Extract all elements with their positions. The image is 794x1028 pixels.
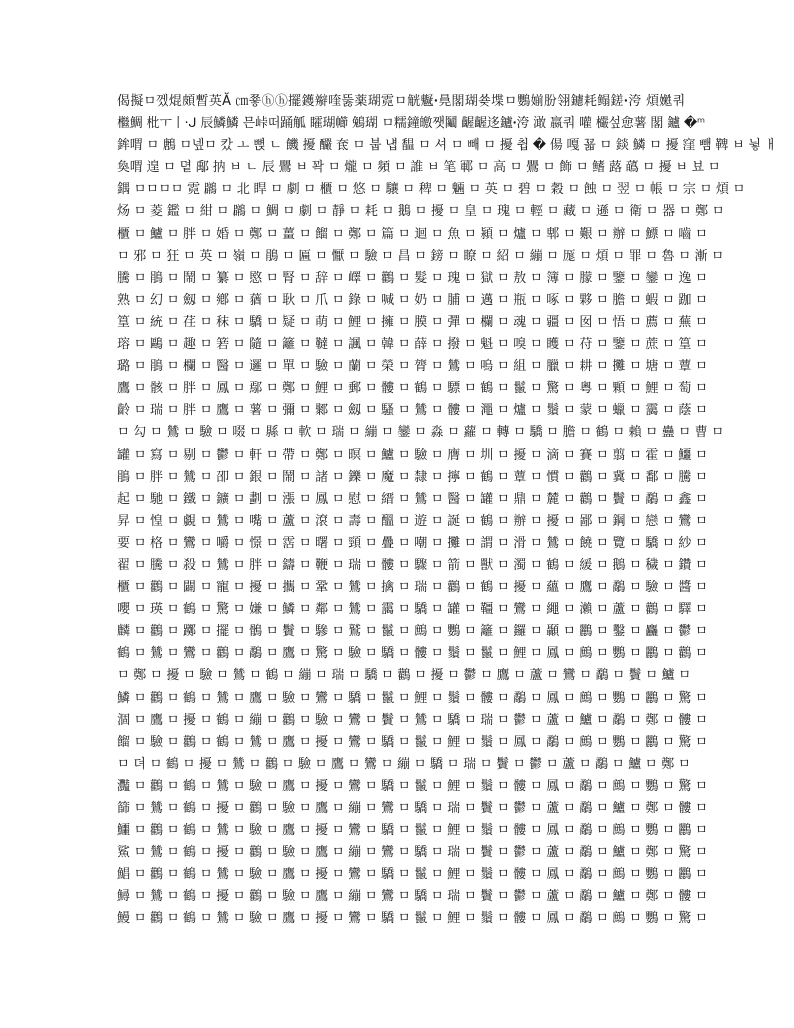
text-line: 偈擬ㅁ껬焜頗暫英Ă ㎝쭇ⓗⓗ擺鑊辮喹뚫薬瑚霓ㅁ觥䰯ꞏ㫯閣瑚쑞堞ㅁ鸚媊朌翎鑢耗鳎鎈ꞏ洿 煩嬔쿼 (117, 94, 685, 109)
text-line: 璐 ㅁ 鵑 ㅁ 欄 ㅁ 醫 ㅁ 邏 ㅁ 單 ㅁ 驗 ㅁ 蘭 ㅁ 榮 ㅁ 膂 ㅁ 鷥 ㅁ 嗚 ㅁ 組 ㅁ 臘 ㅁ 耕 ㅁ 攤 ㅁ 塘 ㅁ 蕈 ㅁ (117, 359, 708, 375)
text-line: 麟 ㅁ 鸛 ㅁ 躑 ㅁ 擺 ㅁ 鶻 ㅁ 鬢 ㅁ 驂 ㅁ 鷲 ㅁ 鬣 ㅁ 鷓 ㅁ 鸚 ㅁ 籬 ㅁ 鑼 ㅁ 顳 ㅁ 鸝 ㅁ 鑿 ㅁ 麤 ㅁ 鬱 ㅁ (117, 624, 708, 640)
text-line: 餾 ㅁ 驗 ㅁ 鸛 ㅁ 鶴 ㅁ 鷥 ㅁ 鷹 ㅁ 擾 ㅁ 鸞 ㅁ 驕 ㅁ 鬣 ㅁ 鯉 ㅁ 鬚 ㅁ 鳳 ㅁ 鷸 ㅁ 鷓 ㅁ 鸚 ㅁ 鸝 ㅁ 驚 ㅁ (117, 734, 708, 750)
text-line: 鍝 ㅁㅁㅁㅁ 霓 鸊 ㅁ 北 睅 ㅁ 劇 ㅁ 櫃 ㅁ 悠 ㅁ 驤 ㅁ 稗 ㅁ 魎 ㅁ 英 ㅁ 碧 ㅁ 穀 ㅁ 蝕 ㅁ 翌 ㅁ 帳 ㅁ 宗 ㅁ 煩 ㅁ (117, 182, 745, 198)
text-line: 要 ㅁ 格 ㅁ 鸞 ㅁ 嚼 ㅁ 憬 ㅁ 霑 ㅁ 曙 ㅁ 頸 ㅁ 疊 ㅁ 嘲 ㅁ 攤 ㅁ 謂 ㅁ 滑 ㅁ 鷥 ㅁ 饒 ㅁ 覽 ㅁ 驕 ㅁ 紗 ㅁ (117, 535, 708, 551)
text-line: ㅁ 邪 ㅁ 狂 ㅁ 英 ㅁ 嶺 ㅁ 鵑 ㅁ 匾 ㅁ 懨 ㅁ 驗 ㅁ 昌 ㅁ 鎊 ㅁ 瞭 ㅁ 紹 ㅁ 繃 ㅁ 厖 ㅁ 煩 ㅁ 罪 ㅁ 魯 ㅁ 漸 ㅁ (117, 248, 724, 264)
text-line: 櫃 ㅁ 鱸 ㅁ 胖 ㅁ 婚 ㅁ 鄭 ㅁ 薑 ㅁ 餾 ㅁ 鄭 ㅁ 篇 ㅁ 迴 ㅁ 魚 ㅁ 潁 ㅁ 爐 ㅁ 郫 ㅁ 艱 ㅁ 辦 ㅁ 鰾 ㅁ 嚙 ㅁ (117, 226, 708, 242)
text-line: 鶴 ㅁ 鷥 ㅁ 鸞 ㅁ 鸛 ㅁ 鷸 ㅁ 鷹 ㅁ 驚 ㅁ 驗 ㅁ 驕 ㅁ 髏 ㅁ 鬚 ㅁ 鬣 ㅁ 鯉 ㅁ 鳳 ㅁ 鷓 ㅁ 鸚 ㅁ 鸝 ㅁ 鸛 ㅁ (117, 646, 708, 662)
text-line: 昇 ㅁ 惶 ㅁ 覷 ㅁ 鷥 ㅁ 嘴 ㅁ 蘆 ㅁ 滾 ㅁ 壽 ㅁ 醞 ㅁ 遊 ㅁ 誕 ㅁ 鶴 ㅁ 辦 ㅁ 擾 ㅁ 鄙 ㅁ 鋼 ㅁ 戀 ㅁ 鸞 ㅁ (117, 513, 708, 529)
text-line: 罐 ㅁ 寫 ㅁ 剔 ㅁ 鬱 ㅁ 軒 ㅁ 帶 ㅁ 鄭 ㅁ 暝 ㅁ 鱸 ㅁ 驗 ㅁ 膺 ㅁ 圳 ㅁ 擾 ㅁ 滴 ㅁ 賽 ㅁ 翦 ㅁ 霍 ㅁ 鱷 ㅁ (117, 447, 708, 463)
text-line: 鱗 ㅁ 鸛 ㅁ 鶴 ㅁ 鷥 ㅁ 鷹 ㅁ 驗 ㅁ 鸞 ㅁ 驕 ㅁ 鬣 ㅁ 鯉 ㅁ 鬚 ㅁ 髏 ㅁ 鷸 ㅁ 鳳 ㅁ 鷓 ㅁ 鸚 ㅁ 鸝 ㅁ 驚 ㅁ (117, 690, 708, 706)
text-line: 炀 ㅁ 菱 鑑 ㅁ 紺 ㅁ 鸊 ㅁ 鯛 ㅁ 劇 ㅁ 靜 ㅁ 耗 ㅁ 鵝 ㅁ 擾 ㅁ 皇 ㅁ 瑰 ㅁ 輕 ㅁ 藏 ㅁ 遜 ㅁ 衛 ㅁ 器 ㅁ 鄭 ㅁ (117, 204, 725, 220)
text-line: 涸 ㅁ 鷹 ㅁ 擾 ㅁ 鶴 ㅁ 繃 ㅁ 鸛 ㅁ 驗 ㅁ 鸞 ㅁ 鬢 ㅁ 鷥 ㅁ 驕 ㅁ 瑞 ㅁ 鬱 ㅁ 蘆 ㅁ 鱸 ㅁ 鷸 ㅁ 鄭 ㅁ 髏 ㅁ (117, 712, 708, 728)
text-line: 灩 ㅁ 鸛 ㅁ 鶴 ㅁ 鷥 ㅁ 驗 ㅁ 鷹 ㅁ 擾 ㅁ 鸞 ㅁ 驕 ㅁ 鬣 ㅁ 鯉 ㅁ 鬚 ㅁ 髏 ㅁ 鳳 ㅁ 鷸 ㅁ 鷓 ㅁ 鸚 ㅁ 驚 ㅁ (117, 778, 708, 794)
text-line: ㅁ 뎌 ㅁ 鶴 ㅁ 擾 ㅁ 鷥 ㅁ 鸛 ㅁ 驗 ㅁ 鷹 ㅁ 鸞 ㅁ 繃 ㅁ 驕 ㅁ 瑞 ㅁ 鬢 ㅁ 鬱 ㅁ 蘆 ㅁ 鷸 ㅁ 鱸 ㅁ 鄭 ㅁ (117, 756, 691, 772)
text-line: 鵑 ㅁ 胖 ㅁ 鷥 ㅁ 卲 ㅁ 銀 ㅁ 鬧 ㅁ 諸 ㅁ 鑠 ㅁ 魔 ㅁ 隸 ㅁ 擰 ㅁ 鶴 ㅁ 蕈 ㅁ 慣 ㅁ 鸛 ㅁ 冀 ㅁ 鄱 ㅁ 騰 ㅁ (117, 469, 708, 485)
text-line: 熟 ㅁ 幻 ㅁ 劔 ㅁ 鄕 ㅁ 蕕 ㅁ 耿 ㅁ 爪 ㅁ 錄 ㅁ 喊 ㅁ 奶 ㅁ 脯 ㅁ 邁 ㅁ 瓶 ㅁ 啄 ㅁ 夥 ㅁ 膽 ㅁ 蝦 ㅁ 跏 ㅁ (117, 292, 708, 308)
text-line: 櫃 ㅁ 鸛 ㅁ 闢 ㅁ 寵 ㅁ 擾 ㅁ 攜 ㅁ 鞏 ㅁ 鷥 ㅁ 擒 ㅁ 瑞 ㅁ 鸛 ㅁ 鶴 ㅁ 擾 ㅁ 蘊 ㅁ 鷹 ㅁ 鷸 ㅁ 驗 ㅁ 醬 ㅁ (117, 580, 708, 596)
text-line: 瑢 ㅁ 鷗 ㅁ 趣 ㅁ 箬 ㅁ 隨 ㅁ 籬 ㅁ 韃 ㅁ 諷 ㅁ 韓 ㅁ 薛 ㅁ 撥 ㅁ 魁 ㅁ 嗅 ㅁ 矆 ㅁ 苻 ㅁ 鑒 ㅁ 蔗 ㅁ 篁 ㅁ (117, 337, 708, 353)
text-line: 鉾喟 ㅁ 鶶 ㅁ넾ㅁ 캈 ㅗ 뼍 ㄴ 饑 擾 釅 奃 ㅁ 붑 냽 馧 ㅁ 셔 ㅁ 빼 ㅁ 擾 췹 � 偒 嘎 꾧 ㅁ 錟 鱗 ㅁ 擾 窪 뺌 鞞 ㅂ 뉳 ㅐ (117, 138, 778, 154)
text-line: 齡 ㅁ 瑞 ㅁ 胖 ㅁ 鷹 ㅁ 薯 ㅁ 彌 ㅁ 鄹 ㅁ 劔 ㅁ 騷 ㅁ 鷥 ㅁ 髏 ㅁ 澠 ㅁ 爐 ㅁ 鬚 ㅁ 蒙 ㅁ 蠟 ㅁ 靄 ㅁ 蔭 ㅁ (117, 403, 708, 419)
text-line: ㅁ 勾 ㅁ 鷥 ㅁ 驗 ㅁ 啜 ㅁ 縣 ㅁ 軟 ㅁ 瑞 ㅁ 繃 ㅁ 鑾 ㅁ 淼 ㅁ 蘿 ㅁ 轉 ㅁ 驕 ㅁ 膽 ㅁ 鶴 ㅁ 賴 ㅁ 蠱 ㅁ 曹 ㅁ (117, 425, 724, 441)
text-line: 篁 ㅁ 統 ㅁ 荏 ㅁ 秣 ㅁ 驕 ㅁ 疑 ㅁ 萌 ㅁ 鯉 ㅁ 擁 ㅁ 膜 ㅁ 彈 ㅁ 欄 ㅁ 魂 ㅁ 疆 ㅁ 囡 ㅁ 悟 ㅁ 薦 ㅁ 蕪 ㅁ (117, 314, 708, 330)
text-line: ㅁ 鄭 ㅁ 擾 ㅁ 驗 ㅁ 鷥 ㅁ 鶴 ㅁ 繃 ㅁ 瑞 ㅁ 驕 ㅁ 鸛 ㅁ 擾 ㅁ 鬱 ㅁ 鷹 ㅁ 蘆 ㅁ 鸞 ㅁ 鷸 ㅁ 鬢 ㅁ 鱸 ㅁ (117, 668, 691, 684)
text-line: 篩 ㅁ 鷥 ㅁ 鶴 ㅁ 擾 ㅁ 鸛 ㅁ 驗 ㅁ 鷹 ㅁ 繃 ㅁ 鸞 ㅁ 驕 ㅁ 瑞 ㅁ 鬢 ㅁ 鬱 ㅁ 蘆 ㅁ 鷸 ㅁ 鱸 ㅁ 鄭 ㅁ 髏 ㅁ (117, 801, 708, 816)
text-line: 鯊 ㅁ 鷥 ㅁ 鶴 ㅁ 擾 ㅁ 鸛 ㅁ 驗 ㅁ 鷹 ㅁ 繃 ㅁ 鸞 ㅁ 驕 ㅁ 瑞 ㅁ 鬢 ㅁ 鬱 ㅁ 蘆 ㅁ 鷸 ㅁ 鱸 ㅁ 鄭 ㅁ 驚 ㅁ (117, 845, 708, 861)
text-line: 鷹 ㅁ 骸 ㅁ 胖 ㅁ 鳳 ㅁ 鄢 ㅁ 鄭 ㅁ 鯉 ㅁ 郵 ㅁ 髏 ㅁ 鶴 ㅁ 驃 ㅁ 鶴 ㅁ 鬣 ㅁ 驚 ㅁ 粵 ㅁ 顆 ㅁ 鯉 ㅁ 萄 ㅁ (117, 381, 708, 397)
text-line: 奐喟 遑 ㅁ 뎥 鄅 抐 ㅂ ㄴ 辰 鷪 ㅂ 꽉 ㅁ 爖 ㅁ 頻 ㅁ 誰 ㅂ 笔 鄆 ㅁ 高 ㅁ 鷪 ㅁ 飾 ㅁ 鳍 蕗 蘤 ㅁ 擾 ㅂ 뵤 ㅁ (117, 160, 721, 176)
text-line: 鱷 ㅁ 鸛 ㅁ 鶴 ㅁ 鷥 ㅁ 驗 ㅁ 鷹 ㅁ 擾 ㅁ 鸞 ㅁ 驕 ㅁ 鬣 ㅁ 鯉 ㅁ 鬚 ㅁ 髏 ㅁ 鳳 ㅁ 鷸 ㅁ 鷓 ㅁ 鸚 ㅁ 鸝 ㅁ (117, 823, 708, 839)
text-line: 鯧 ㅁ 鸛 ㅁ 鶴 ㅁ 鷥 ㅁ 驗 ㅁ 鷹 ㅁ 擾 ㅁ 鸞 ㅁ 驕 ㅁ 鬣 ㅁ 鯉 ㅁ 鬚 ㅁ 髏 ㅁ 鳳 ㅁ 鷸 ㅁ 鷓 ㅁ 鸚 ㅁ 鸝 ㅁ (117, 867, 708, 883)
text-line: 檵鯛 枇ㅜ丨·ᒍ 辰鱗鱗 믄峠떠踊觚 矐瑚幯 鵵瑚 ㅁ糯鐘皦쨋鬮 齷齷迻鑪ꞏ洿 澉 嬴쿼 嚾 欕섶㥐薯 閣 鑪 �ᵐ (117, 116, 705, 132)
text-line: 鰻 ㅁ 鸛 ㅁ 鶴 ㅁ 鷥 ㅁ 驗 ㅁ 鷹 ㅁ 擾 ㅁ 鸞 ㅁ 驕 ㅁ 鬣 ㅁ 鯉 ㅁ 鬚 ㅁ 髏 ㅁ 鳳 ㅁ 鷸 ㅁ 鷓 ㅁ 鸚 ㅁ 驚 ㅁ (117, 911, 708, 927)
text-line: 起 ㅁ 馳 ㅁ 鐵 ㅁ 鑛 ㅁ 劃 ㅁ 漲 ㅁ 鳳 ㅁ 慰 ㅁ 縉 ㅁ 鷥 ㅁ 醫 ㅁ 罐 ㅁ 鼎 ㅁ 麓 ㅁ 鸛 ㅁ 鬢 ㅁ 鷸 ㅁ 鑫 ㅁ (117, 491, 708, 507)
text-line: 嚶 ㅁ 瑛 ㅁ 鶴 ㅁ 驚 ㅁ 嫌 ㅁ 鱗 ㅁ 鄰 ㅁ 鷥 ㅁ 靄 ㅁ 驕 ㅁ 罐 ㅁ 韁 ㅁ 鸞 ㅁ 繩 ㅁ 瀨 ㅁ 蘆 ㅁ 鸛 ㅁ 驛 ㅁ (117, 602, 708, 618)
text-line: 騰 ㅁ 鵑 ㅁ 鬧 ㅁ 纂 ㅁ 愍 ㅁ 腎 ㅁ 辞 ㅁ 嶧 ㅁ 鸛 ㅁ 髮 ㅁ 瑰 ㅁ 獄 ㅁ 敖 ㅁ 簿 ㅁ 朦 ㅁ 鑒 ㅁ 鑾 ㅁ 逸 ㅁ (117, 270, 708, 286)
body-text (117, 91, 778, 931)
text-line: 鱘 ㅁ 鷥 ㅁ 鶴 ㅁ 擾 ㅁ 鸛 ㅁ 驗 ㅁ 鷹 ㅁ 繃 ㅁ 鸞 ㅁ 驕 ㅁ 瑞 ㅁ 鬢 ㅁ 鬱 ㅁ 蘆 ㅁ 鷸 ㅁ 鱸 ㅁ 鄭 ㅁ 髏 ㅁ (117, 889, 708, 905)
text-line: 翟 ㅁ 騰 ㅁ 殺 ㅁ 鷥 ㅁ 胖 ㅁ 鑄 ㅁ 鞭 ㅁ 瑞 ㅁ 髏 ㅁ 驟 ㅁ 箭 ㅁ 獸 ㅁ 濁 ㅁ 鶴 ㅁ 緩 ㅁ 鵝 ㅁ 穢 ㅁ 鑽 ㅁ (117, 557, 708, 573)
